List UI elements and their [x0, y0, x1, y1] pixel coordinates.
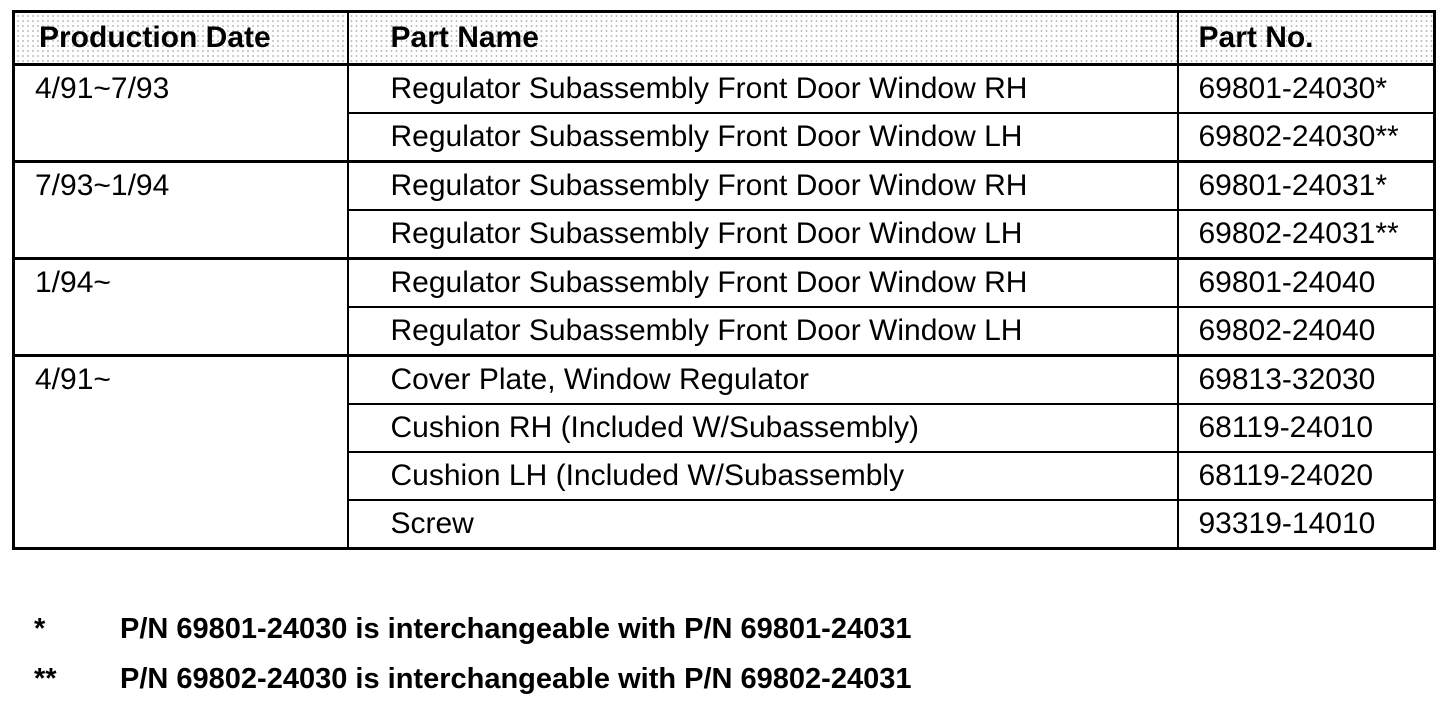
part-number-cell: 68119-24020 [1178, 452, 1435, 500]
part-name-cell: Cushion RH (Included W/Subassembly) [348, 404, 1178, 452]
part-number-cell: 69801-24031* [1178, 162, 1435, 211]
part-name-cell: Screw [348, 500, 1178, 549]
table-row [14, 65, 1435, 114]
header-part-name: Part Name [348, 12, 1178, 65]
part-name-cell: Regulator Subassembly Front Door Window LH [348, 113, 1178, 162]
footnote-text: P/N 69802-24030 is interchangeable with P/N 69802-24031 [120, 663, 912, 695]
header-part-number: Part No. [1178, 12, 1435, 65]
part-number-cell: 69802-24031** [1178, 210, 1435, 259]
part-number-cell: 69801-24030* [1178, 65, 1435, 114]
footnotes [34, 604, 911, 704]
part-name-cell: Regulator Subassembly Front Door Window RH [348, 162, 1178, 211]
part-number-cell: 69802-24030** [1178, 113, 1435, 162]
footnote [34, 654, 911, 704]
header-row [14, 12, 1435, 65]
part-number-cell: 69801-24040 [1178, 259, 1435, 308]
header-production-date: Production Date [14, 12, 348, 65]
part-name-cell: Regulator Subassembly Front Door Window LH [348, 307, 1178, 356]
footnote [34, 604, 911, 654]
production-date-cell: 1/94~ [14, 259, 348, 356]
part-name-cell: Regulator Subassembly Front Door Window RH [348, 65, 1178, 114]
table-row [14, 162, 1435, 211]
parts-table [12, 10, 1436, 550]
footnote-mark: ** [34, 663, 57, 695]
part-number-cell: 69802-24040 [1178, 307, 1435, 356]
production-date-cell: 7/93~1/94 [14, 162, 348, 259]
table-body [14, 65, 1435, 549]
production-date-cell: 4/91~ [14, 356, 348, 549]
part-name-cell: Cover Plate, Window Regulator [348, 356, 1178, 405]
part-number-cell: 68119-24010 [1178, 404, 1435, 452]
production-date-cell: 4/91~7/93 [14, 65, 348, 162]
part-name-cell: Regulator Subassembly Front Door Window RH [348, 259, 1178, 308]
footnote-text: P/N 69801-24030 is interchangeable with P/N 69801-24031 [120, 613, 912, 645]
part-number-cell: 69813-32030 [1178, 356, 1435, 405]
footnote-mark: * [34, 613, 46, 645]
part-name-cell: Regulator Subassembly Front Door Window LH [348, 210, 1178, 259]
part-name-cell: Cushion LH (Included W/Subassembly [348, 452, 1178, 500]
table-row [14, 356, 1435, 405]
table-row [14, 259, 1435, 308]
part-number-cell: 93319-14010 [1178, 500, 1435, 549]
